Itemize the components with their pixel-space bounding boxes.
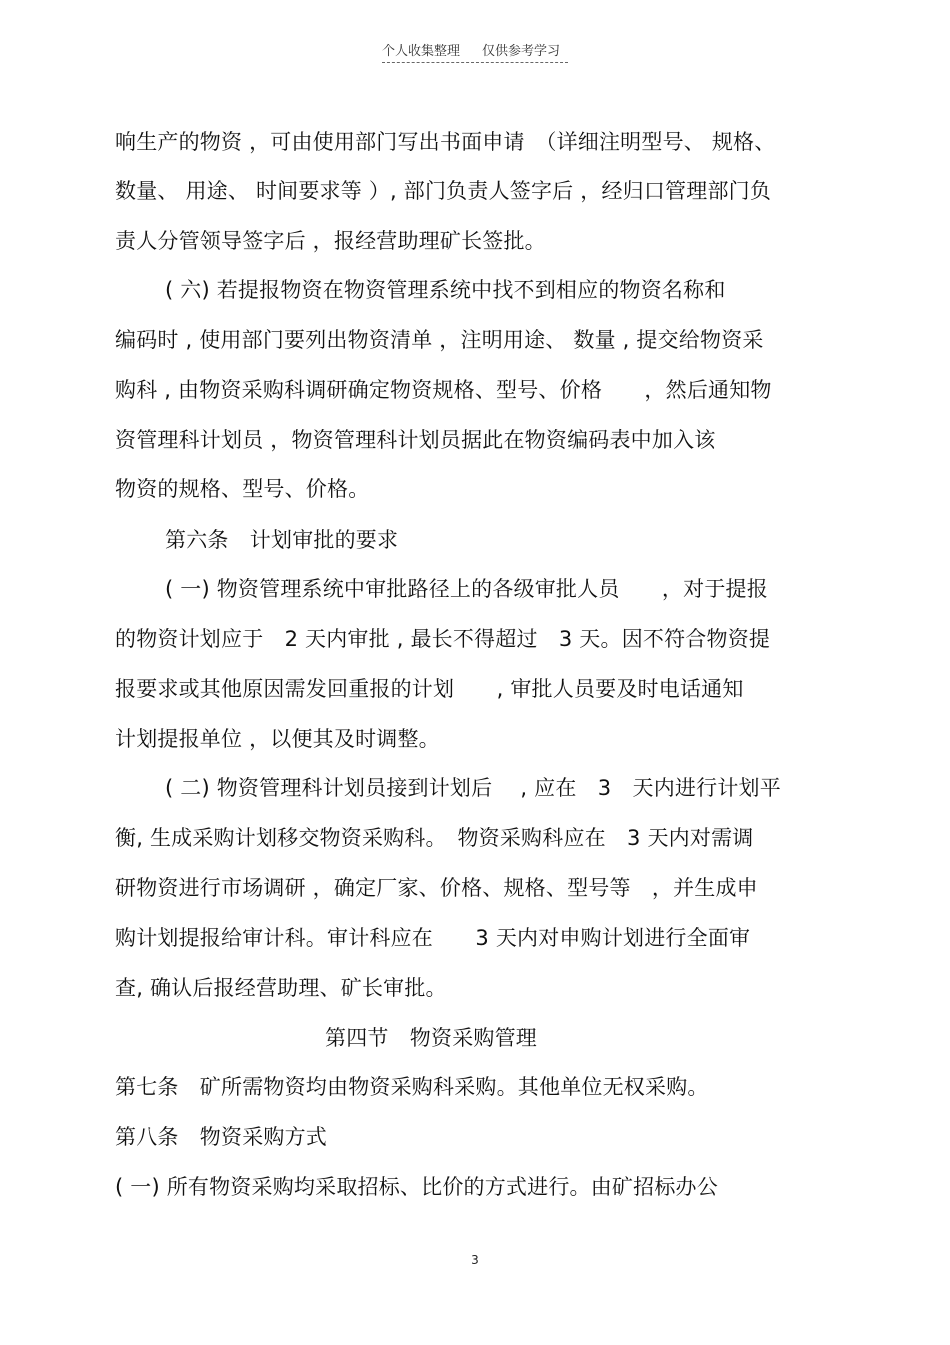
paragraph-line: 购计划提报给审计科。审计科应在 3 天内对申购计划进行全面审 [115, 926, 751, 950]
paragraph-line: 报要求或其他原因需发回重报的计划 , 审批人员要及时电话通知 [115, 677, 744, 701]
paragraph-line: 响生产的物资 ，可由使用部门写出书面申请 （详细注明型号、 规格、 [115, 130, 776, 154]
paragraph-line: 数量、 用途、 时间要求等 ）, 部门负责人签字后 ，经归口管理部门负 [115, 179, 772, 203]
article-heading: 第七条 矿所需物资均由物资采购科采购。其他单位无权采购。 [115, 1075, 709, 1099]
article-heading: 第八条 物资采购方式 [115, 1125, 327, 1149]
paragraph-line: 编码时 , 使用部门要列出物资清单 ，注明用途、 数量 , 提交给物资采 [115, 328, 764, 352]
paragraph-line: 的物资计划应于 2 天内审批 , 最长不得超过 3 天。因不符合物资提 [115, 627, 771, 651]
section-heading: 第四节 物资采购管理 [325, 1026, 537, 1050]
paragraph-line: 衡, 生成采购计划移交物资采购科。 物资采购科应在 3 天内对需调 [115, 826, 754, 850]
paragraph-line: 研物资进行市场调研 ，确定厂家、价格、规格、型号等 ，并生成申 [115, 876, 758, 900]
paragraph-line: 查, 确认后报经营助理、矿长审批。 [115, 976, 447, 1000]
paragraph-line: ( 一) 物资管理系统中审批路径上的各级审批人员 ，对于提报 [165, 577, 768, 601]
header-right-text: 仅供参考学习 [482, 44, 561, 59]
paragraph-line: ( 一) 所有物资采购均采取招标、比价的方式进行。由矿招标办公 [115, 1175, 718, 1199]
paragraph-line: 计划提报单位 ，以便其及时调整。 [115, 727, 440, 751]
paragraph-line: ( 二) 物资管理科计划员接到计划后 , 应在 3 天内进行计划平 [165, 776, 781, 800]
paragraph-line: 购科 , 由物资采购科调研确定物资规格、型号、价格 ，然后通知物 [115, 378, 772, 402]
paragraph-line: 物资的规格、型号、价格。 [115, 477, 370, 501]
paragraph-line: 责人分管领导签字后 ，报经营助理矿长签批。 [115, 229, 546, 253]
header-left-text: 个人收集整理 [382, 44, 461, 59]
page-header [382, 40, 568, 63]
article-heading: 第六条 计划审批的要求 [165, 528, 399, 552]
page-number: 3 [471, 1253, 479, 1267]
paragraph-line: 资管理科计划员 ，物资管理科计划员据此在物资编码表中加入该 [115, 428, 716, 452]
paragraph-line: ( 六) 若提报物资在物资管理系统中找不到相应的物资名称和 [165, 278, 726, 302]
